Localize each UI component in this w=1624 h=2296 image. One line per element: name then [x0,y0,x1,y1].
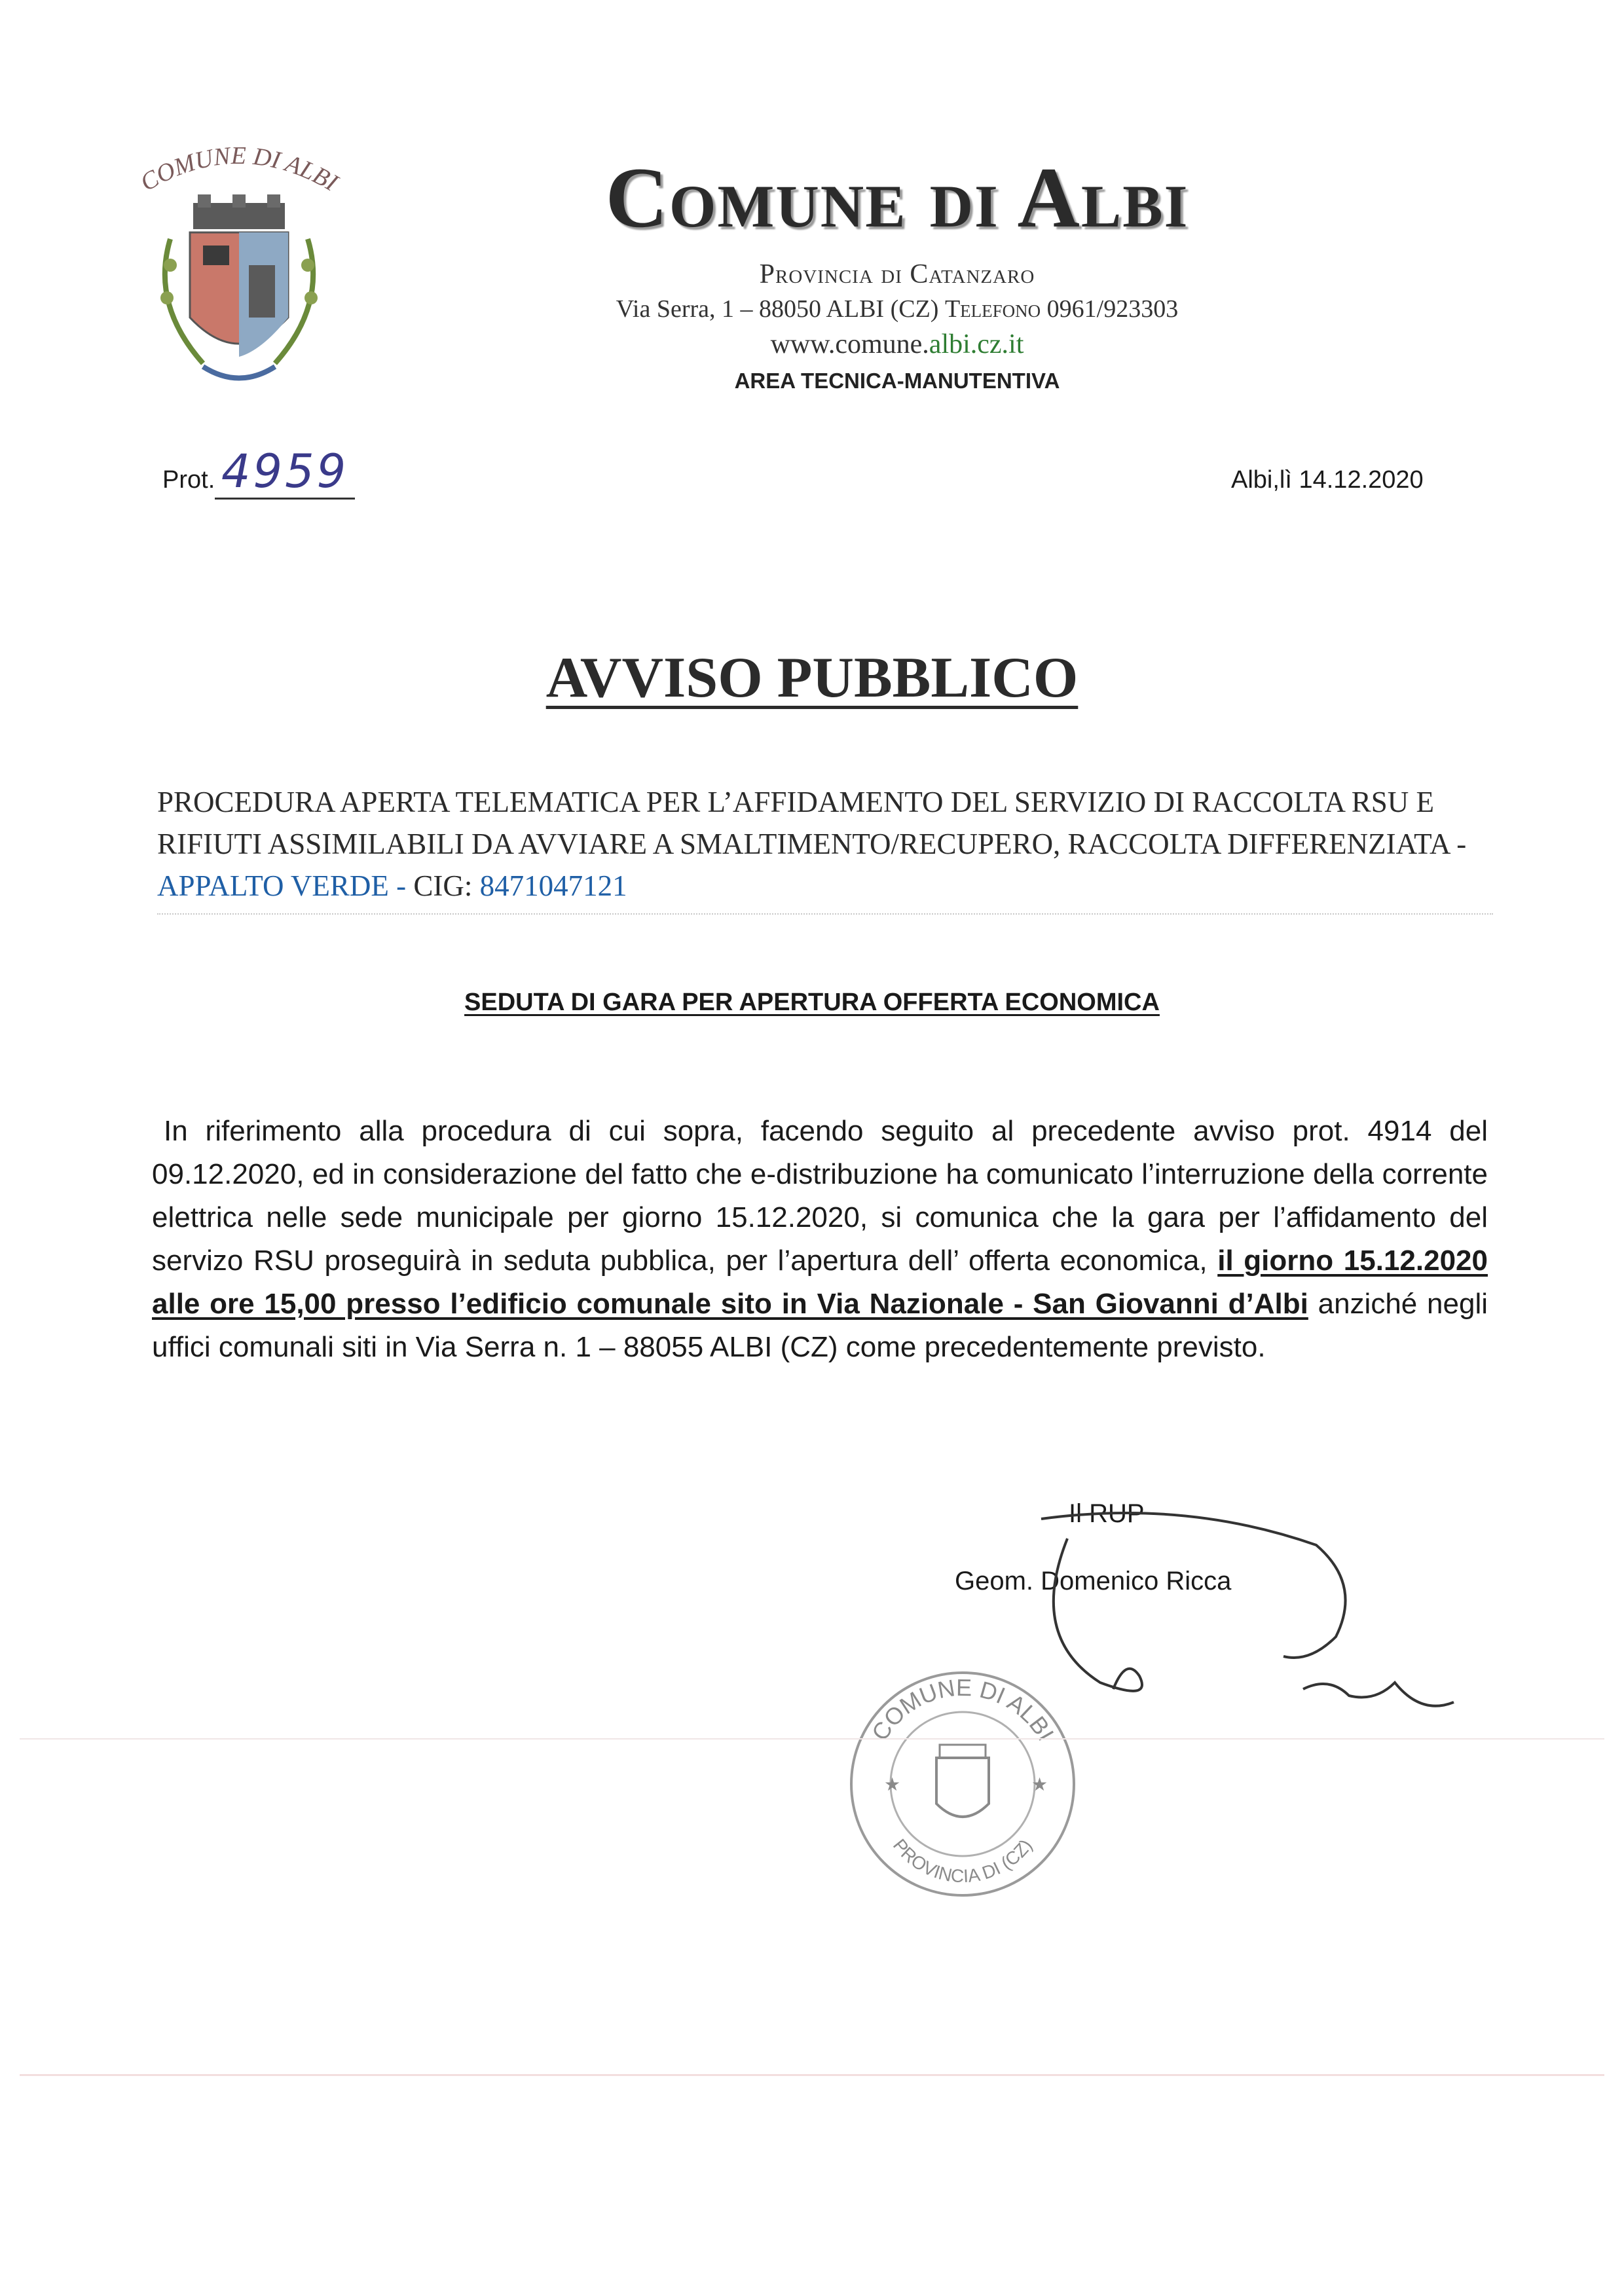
website-line [458,329,1336,360]
area-line: AREA TECNICA-MANUTENTIVA [734,369,1060,393]
logo-text: COMUNE DI ALBI [136,141,342,197]
notice-title [0,645,1624,711]
address-street: Via Serra, 1 – 88050 ALBI (CZ) [616,295,939,323]
body-bold-part: il giorno 15.12.2020 alle ore 15,00 presso l’edificio comunale sito in Via Nazionale - San Giovanni d’Albi [152,1245,1488,1320]
notice-title-text: AVVISO PUBBLICO [545,646,1079,710]
town-title: Comune di Albi [605,149,1189,246]
session-heading-text: SEDUTA DI GARA PER APERTURA OFFERTA ECONOMICA [464,989,1160,1016]
scan-line-top [20,1738,1604,1740]
stamp-bottom-text: PROVINCIA DI (CZ) [889,1835,1037,1887]
cig-label: CIG: [413,869,480,902]
scan-line-bottom [20,2074,1604,2076]
phone-label: Telefono [944,295,1041,323]
coat-of-arms-logo [131,141,347,403]
procedure-description [157,781,1493,907]
website-domain: albi.cz.it [929,329,1024,359]
phone-number: 0961/923303 [1046,295,1179,323]
date-line: Albi,lì 14.12.2020 [1231,466,1424,494]
procedure-sep: - [388,869,414,902]
session-heading [0,989,1624,1017]
prot-label: Prot. [162,466,215,494]
body-part-1: In riferimento alla procedura di cui sopra, facendo seguito al precedente avviso prot. 4914 del 09.12.2020, ed in considerazione del fatto che e-distribuzione ha comunicato l’interruzione della corrente elettrica nelle sede municipale per giorno 15.12.2020, si comunica che la gara per l’affidamento del servizo RSU proseguirà in seduta pubblica, per l’apertura dell’ offerta economica, [152,1115,1488,1277]
address-line [458,295,1336,323]
body-text [152,1110,1488,1369]
procedure-divider [157,913,1493,915]
website-prefix: www.comune. [770,329,929,359]
procedure-text: PROCEDURA APERTA TELEMATICA PER L’AFFIDAMENTO DEL SERVIZIO DI RACCOLTA RSU E RIFIUTI ASSIMILABILI DA AVVIARE A SMALTIMENTO/RECUPERO, RACCOLTA DIFFERENZIATA - [157,786,1467,860]
svg-text:COMUNE DI ALBI [136,142,344,198]
body-part-2: anziché negli uffici comunali siti in Via Serra n. 1 – 88055 ALBI (CZ) come precedentemente previsto. [152,1288,1488,1363]
rup-label: Il RUP [1069,1499,1145,1528]
cig-number: 8471047121 [479,869,627,902]
official-stamp [845,1666,1080,1902]
svg-text:★: ★ [884,1774,901,1795]
handwritten-signature [1022,1506,1480,1741]
stamp-top-text: COMUNE DI ALBI [866,1673,1060,1745]
signer-name: Geom. Domenico Ricca [955,1567,1232,1595]
province-line: Provincia di Catanzaro [759,259,1035,289]
appalto-verde: APPALTO VERDE [157,869,389,902]
svg-text:COMUNE DI ALBI [866,1674,1060,1745]
svg-text:★: ★ [1031,1774,1048,1795]
body-paragraph [152,1110,1488,1369]
svg-text:PROVINCIA DI (CZ) [889,1835,1036,1886]
prot-number: 4959 [215,445,355,500]
